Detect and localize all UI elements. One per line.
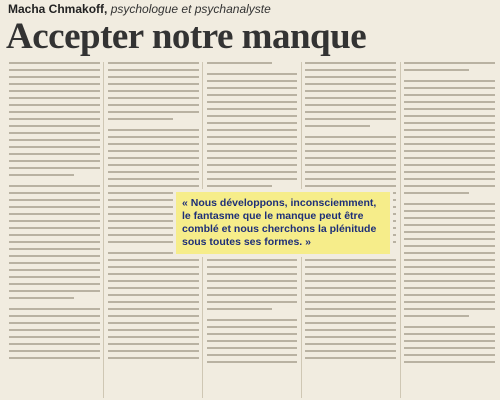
- text-line: [108, 329, 199, 331]
- text-line: [404, 129, 495, 131]
- text-line: [207, 287, 298, 289]
- text-line: [9, 262, 100, 264]
- text-line: [9, 269, 100, 271]
- text-line: [207, 308, 272, 310]
- text-line: [108, 322, 199, 324]
- text-line: [9, 336, 100, 338]
- text-line: [9, 139, 100, 141]
- text-line: [108, 104, 199, 106]
- text-line: [305, 76, 396, 78]
- text-line: [108, 185, 199, 187]
- text-line: [305, 90, 396, 92]
- text-line: [108, 259, 199, 261]
- text-line: [9, 276, 100, 278]
- text-line: [207, 354, 298, 356]
- text-line: [404, 101, 495, 103]
- text-line: [9, 283, 100, 285]
- text-line: [305, 185, 396, 187]
- text-line: [108, 118, 173, 120]
- text-line: [404, 178, 495, 180]
- text-line: [404, 294, 495, 296]
- text-line: [305, 308, 396, 310]
- text-line: [404, 62, 495, 64]
- text-line: [108, 357, 199, 359]
- text-line: [305, 136, 396, 138]
- text-line: [305, 287, 396, 289]
- text-line: [305, 336, 396, 338]
- text-line: [305, 171, 396, 173]
- text-line: [404, 354, 495, 356]
- text-line: [404, 287, 495, 289]
- text-line: [108, 178, 199, 180]
- text-line: [305, 280, 396, 282]
- text-line: [108, 111, 199, 113]
- text-line: [305, 83, 396, 85]
- text-line: [404, 108, 495, 110]
- text-line: [404, 224, 495, 226]
- text-line: [108, 157, 199, 159]
- text-line: [305, 329, 396, 331]
- text-line: [207, 108, 298, 110]
- text-line: [9, 234, 100, 236]
- text-line: [404, 122, 495, 124]
- text-line: [305, 301, 396, 303]
- text-line: [404, 115, 495, 117]
- text-line: [404, 217, 495, 219]
- text-line: [404, 231, 495, 233]
- text-line: [9, 62, 100, 64]
- text-line: [207, 143, 298, 145]
- text-line: [305, 178, 396, 180]
- text-line: [207, 185, 272, 187]
- text-line: [404, 347, 495, 349]
- text-line: [9, 227, 100, 229]
- text-line: [207, 340, 298, 342]
- text-line: [404, 273, 495, 275]
- text-line: [9, 329, 100, 331]
- text-line: [9, 104, 100, 106]
- text-line: [404, 333, 495, 335]
- text-line: [404, 326, 495, 328]
- text-line: [9, 343, 100, 345]
- author-role: psychologue et psychanalyste: [107, 2, 271, 16]
- text-line: [207, 333, 298, 335]
- text-line: [305, 150, 396, 152]
- text-line: [9, 160, 100, 162]
- text-line: [207, 266, 298, 268]
- text-line: [207, 347, 298, 349]
- text-line: [404, 245, 495, 247]
- text-line: [305, 259, 396, 261]
- text-line: [207, 361, 298, 363]
- text-line: [404, 315, 469, 317]
- text-line: [404, 238, 495, 240]
- text-line: [9, 241, 100, 243]
- text-line: [108, 83, 199, 85]
- text-line: [108, 143, 199, 145]
- text-line: [9, 350, 100, 352]
- text-line: [404, 280, 495, 282]
- text-line: [9, 255, 100, 257]
- text-line: [207, 122, 298, 124]
- text-line: [207, 164, 298, 166]
- text-line: [9, 132, 100, 134]
- text-line: [404, 185, 495, 187]
- text-line: [9, 76, 100, 78]
- text-line: [9, 297, 74, 299]
- text-line: [108, 287, 199, 289]
- pull-quote: « Nous développons, inconsciemment, le fantasme que le manque peut être comblé et nous cherchons la plénitude sous toutes ses formes. »: [176, 192, 390, 254]
- text-line: [305, 294, 396, 296]
- text-line: [9, 192, 100, 194]
- text-line: [9, 248, 100, 250]
- text-line: [207, 101, 298, 103]
- author-name: Macha Chmakoff,: [8, 2, 108, 16]
- text-line: [305, 143, 396, 145]
- text-line: [305, 357, 396, 359]
- text-line: [108, 164, 199, 166]
- text-line: [108, 301, 199, 303]
- text-line: [9, 290, 100, 292]
- text-line: [108, 343, 199, 345]
- text-line: [404, 203, 495, 205]
- text-line: [9, 167, 100, 169]
- text-line: [9, 199, 100, 201]
- text-line: [207, 280, 298, 282]
- text-line: [305, 69, 396, 71]
- text-line: [305, 157, 396, 159]
- text-line: [305, 97, 396, 99]
- text-line: [108, 350, 199, 352]
- text-line: [207, 326, 298, 328]
- text-line: [305, 343, 396, 345]
- text-line: [404, 259, 495, 261]
- text-line: [9, 220, 100, 222]
- text-line: [305, 315, 396, 317]
- text-line: [305, 273, 396, 275]
- text-line: [108, 308, 199, 310]
- text-line: [207, 150, 298, 152]
- text-line: [207, 94, 298, 96]
- text-line: [108, 129, 199, 131]
- text-line: [108, 171, 199, 173]
- text-line: [108, 294, 199, 296]
- text-line: [207, 62, 272, 64]
- text-line: [108, 241, 173, 243]
- text-line: [404, 150, 495, 152]
- article-headline: Accepter notre manque: [6, 16, 367, 57]
- text-line: [207, 319, 298, 321]
- text-line: [404, 69, 469, 71]
- text-line: [404, 136, 495, 138]
- text-line: [9, 322, 100, 324]
- text-line: [108, 90, 199, 92]
- text-line: [404, 87, 495, 89]
- text-line: [305, 118, 396, 120]
- text-line: [404, 266, 495, 268]
- text-line: [9, 90, 100, 92]
- text-line: [207, 178, 298, 180]
- text-line: [9, 174, 74, 176]
- text-line: [9, 146, 100, 148]
- text-line: [108, 62, 199, 64]
- text-line: [404, 143, 495, 145]
- text-line: [9, 213, 100, 215]
- text-line: [108, 315, 199, 317]
- text-line: [108, 69, 199, 71]
- text-line: [108, 336, 199, 338]
- text-line: [404, 94, 495, 96]
- text-line: [9, 118, 100, 120]
- text-line: [207, 273, 298, 275]
- text-line: [404, 308, 495, 310]
- text-line: [207, 73, 298, 75]
- text-line: [9, 315, 100, 317]
- text-line: [305, 111, 396, 113]
- text-line: [404, 252, 495, 254]
- text-line: [305, 322, 396, 324]
- text-line: [305, 266, 396, 268]
- text-line: [108, 136, 199, 138]
- text-line: [9, 206, 100, 208]
- text-line: [404, 301, 495, 303]
- text-line: [9, 97, 100, 99]
- text-line: [9, 125, 100, 127]
- text-line: [108, 273, 199, 275]
- text-line: [404, 171, 495, 173]
- text-line: [305, 104, 396, 106]
- text-line: [108, 97, 199, 99]
- text-line: [108, 76, 199, 78]
- text-line: [207, 294, 298, 296]
- text-line: [207, 259, 298, 261]
- text-line: [404, 80, 495, 82]
- text-line: [9, 83, 100, 85]
- text-line: [207, 115, 298, 117]
- text-line: [207, 171, 298, 173]
- text-line: [305, 164, 396, 166]
- text-line: [9, 111, 100, 113]
- text-line: [404, 157, 495, 159]
- text-line: [404, 340, 495, 342]
- text-line: [207, 157, 298, 159]
- text-line: [9, 308, 100, 310]
- text-line: [9, 69, 100, 71]
- text-line: [305, 350, 396, 352]
- text-line: [207, 87, 298, 89]
- text-line: [108, 150, 199, 152]
- text-line: [9, 185, 100, 187]
- text-line: [404, 361, 495, 363]
- text-line: [404, 210, 495, 212]
- text-line: [207, 136, 298, 138]
- text-line: [9, 153, 100, 155]
- text-line: [108, 266, 199, 268]
- text-line: [305, 125, 370, 127]
- text-line: [207, 80, 298, 82]
- text-line: [207, 301, 298, 303]
- text-line: [305, 62, 396, 64]
- text-line: [9, 357, 100, 359]
- text-line: [207, 129, 298, 131]
- text-line: [404, 192, 469, 194]
- text-line: [108, 280, 199, 282]
- text-line: [404, 164, 495, 166]
